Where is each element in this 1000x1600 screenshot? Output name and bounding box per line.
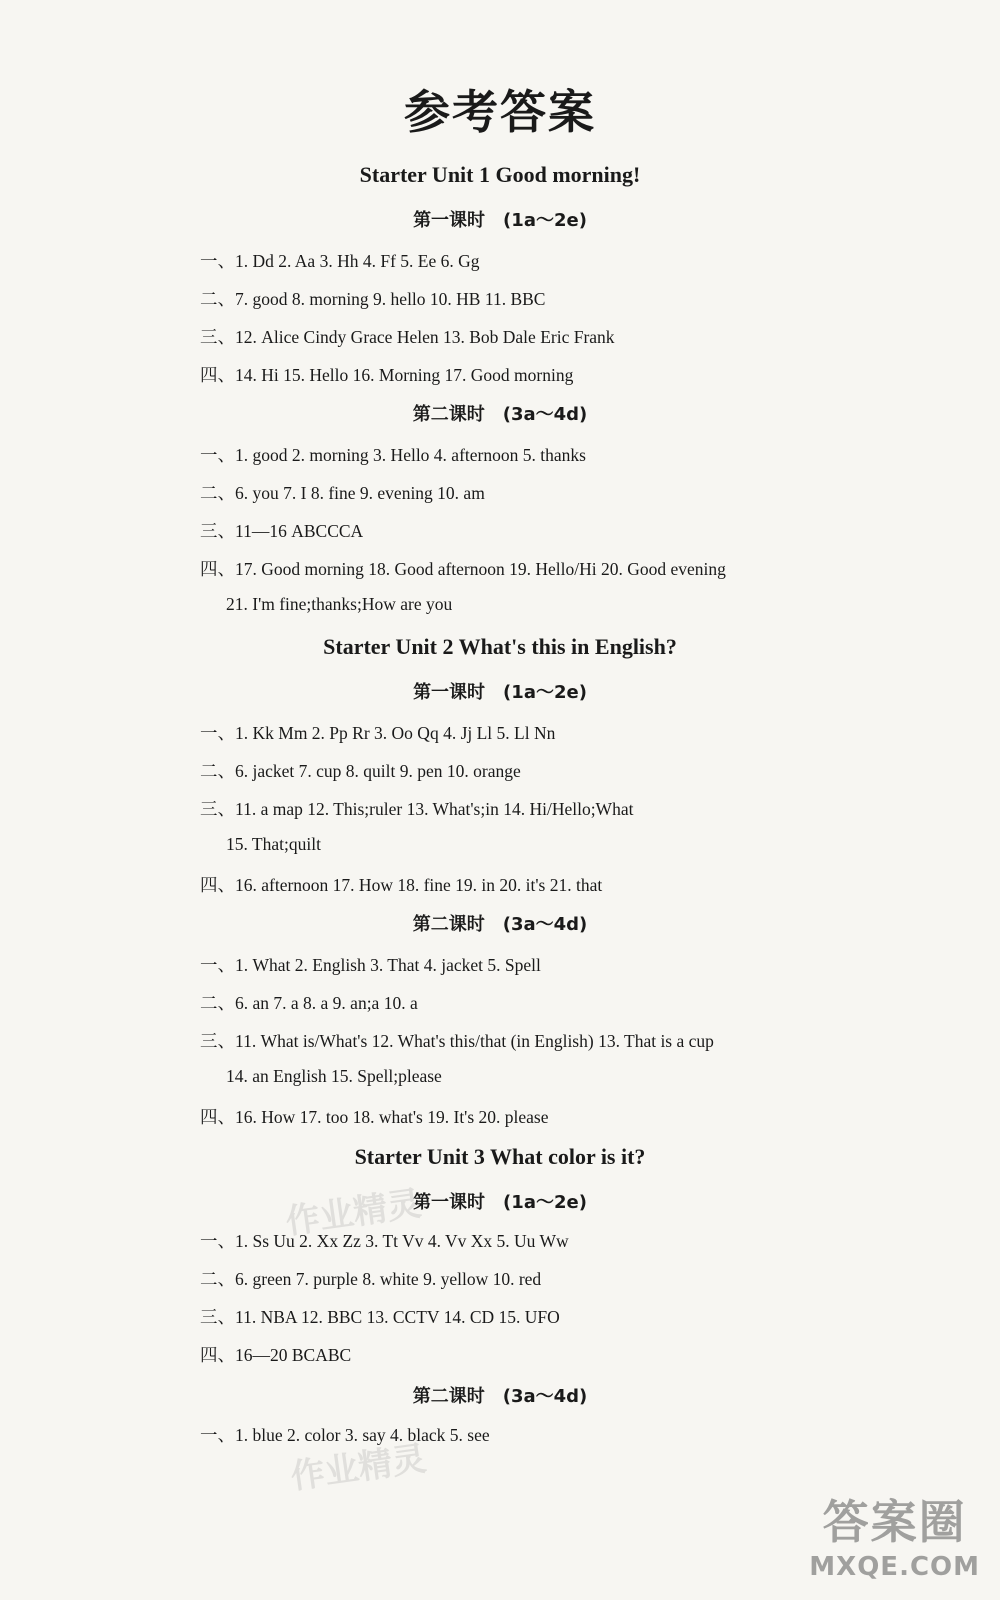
answer-line: 三、11. NBA 12. BBC 13. CCTV 14. CD 15. UFO — [200, 1307, 560, 1327]
answer-line: 15. That;quilt — [226, 834, 321, 854]
watermark: 作业精灵 — [288, 1438, 429, 1498]
answer-line: 三、12. Alice Cindy Grace Helen 13. Bob Dale Eric Frank — [200, 327, 615, 347]
lesson-heading: 第二课时 (3a～4d) — [412, 404, 588, 425]
lesson-heading: 第一课时 (1a～2e) — [413, 210, 587, 231]
lesson-heading: 第一课时 (1a～2e) — [413, 1192, 587, 1213]
lesson-heading: 第二课时 (3a～4d) — [412, 1386, 588, 1407]
lesson-heading: 第二课时 (3a～4d) — [412, 914, 588, 935]
page-title: 参考答案 — [404, 85, 596, 139]
answer-line: 一、1. Ss Uu 2. Xx Zz 3. Tt Vv 4. Vv Xx 5. Uu Ww — [200, 1231, 569, 1251]
answer-line: 一、1. blue 2. color 3. say 4. black 5. see — [200, 1425, 490, 1445]
answer-line: 三、11. What is/What's 12. What's this/that (in English) 13. That is a cup — [200, 1031, 714, 1051]
unit-heading: Starter Unit 1 Good morning! — [359, 162, 641, 187]
answer-line: 一、1. Dd 2. Aa 3. Hh 4. Ff 5. Ee 6. Gg — [200, 251, 480, 271]
answer-line: 二、6. an 7. a 8. a 9. an;a 10. a — [200, 993, 418, 1013]
answer-line: 一、1. good 2. morning 3. Hello 4. afternoon 5. thanks — [200, 445, 586, 465]
answer-line: 二、6. jacket 7. cup 8. quilt 9. pen 10. orange — [200, 761, 521, 781]
answer-line: 三、11. a map 12. This;ruler 13. What's;in 14. Hi/Hello;What — [200, 799, 634, 819]
answer-line: 四、14. Hi 15. Hello 16. Morning 17. Good morning — [200, 365, 574, 385]
answer-line: 四、17. Good morning 18. Good afternoon 19. Hello/Hi 20. Good evening — [200, 559, 726, 579]
answer-line: 二、7. good 8. morning 9. hello 10. HB 11. BBC — [200, 289, 546, 309]
answer-line: 14. an English 15. Spell;please — [226, 1066, 442, 1086]
answer-line: 三、11—16 ABCCCA — [200, 521, 364, 541]
unit-heading: Starter Unit 2 What's this in English? — [323, 634, 677, 659]
answer-line: 四、16. afternoon 17. How 18. fine 19. in 20. it's 21. that — [200, 875, 603, 895]
answer-line: 四、16—20 BCABC — [200, 1345, 352, 1365]
lesson-heading: 第一课时 (1a～2e) — [413, 682, 587, 703]
logo-text-bottom: MXQE.COM — [809, 1552, 980, 1582]
site-logo — [809, 1486, 980, 1582]
logo-text-top: 答案圈 — [822, 1495, 967, 1549]
answer-line: 一、1. What 2. English 3. That 4. jacket 5. Spell — [200, 955, 541, 975]
unit-heading: Starter Unit 3 What color is it? — [354, 1144, 646, 1169]
watermark: 作业精灵 — [283, 1183, 424, 1243]
answer-line: 二、6. you 7. I 8. fine 9. evening 10. am — [200, 483, 485, 503]
answer-line: 二、6. green 7. purple 8. white 9. yellow 10. red — [200, 1269, 542, 1289]
answer-line: 21. I'm fine;thanks;How are you — [226, 594, 453, 614]
answer-line: 四、16. How 17. too 18. what's 19. It's 20. please — [200, 1107, 549, 1127]
answer-line: 一、1. Kk Mm 2. Pp Rr 3. Oo Qq 4. Jj Ll 5. Ll Nn — [200, 723, 556, 743]
